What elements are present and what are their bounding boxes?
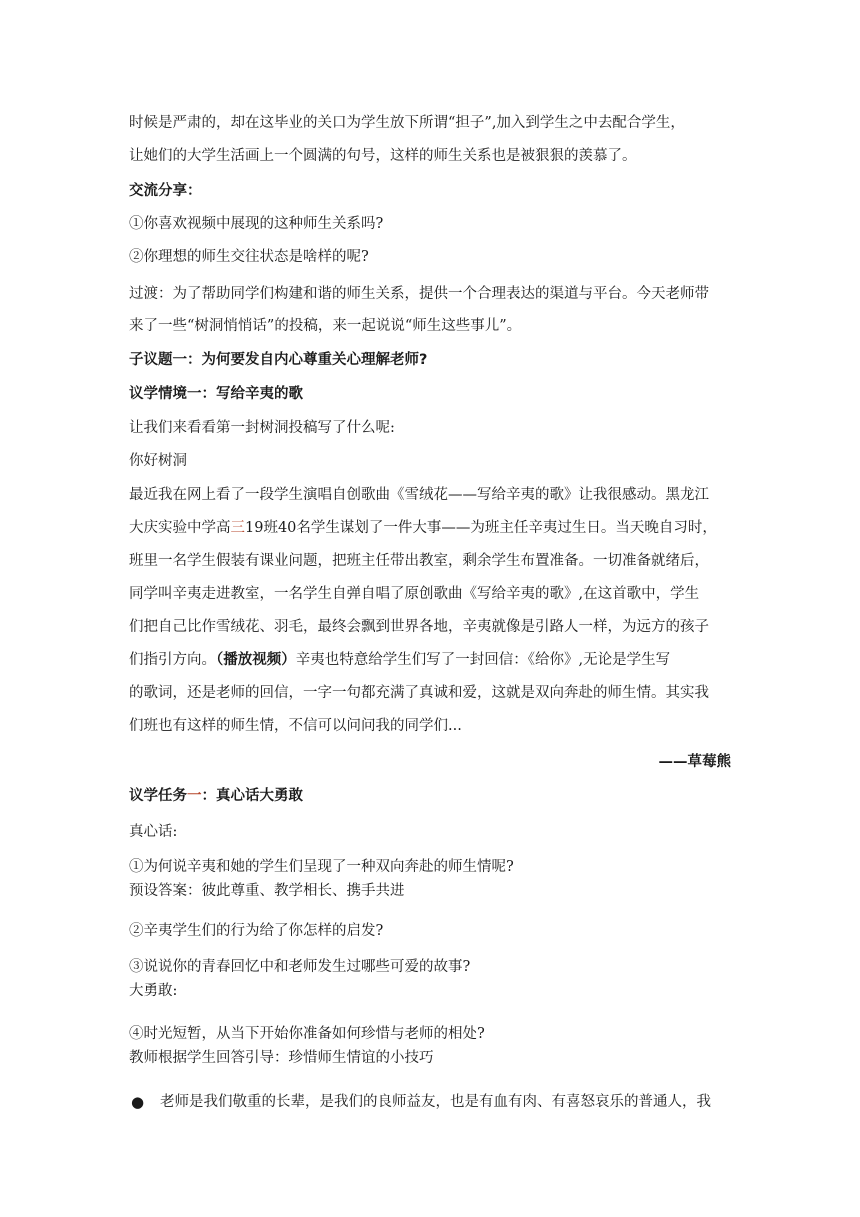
section-heading: 交流分享： [129,183,202,199]
text-run: 议学任务 [129,788,187,804]
question-item: ②你理想的师生交往状态是啥样的呢? [129,249,369,265]
question-item: ①为何说辛夷和她的学生们呈现了一种双向奔赴的师生情呢? [129,859,514,875]
body-line: 班里一名学生假装有课业问题，把班主任带出教室，剩余学生布置准备。一切准备就绪后， [129,553,709,569]
question-item: ①你喜欢视频中展现的这种师生关系吗? [129,216,384,232]
highlighted-text: 一 [187,788,202,804]
body-line: 过渡：为了帮助同学们构建和谐的师生关系，提供一个合理表达的渠道与平台。今天老师带 [129,286,709,302]
situation-heading: 议学情境一：写给辛夷的歌 [129,386,303,402]
task-heading [129,786,731,806]
answer-text: 预设答案：彼此尊重、教学相长、携手共进 [129,883,405,899]
question-item: ②辛夷学生们的行为给了你怎样的启发? [129,923,384,939]
bold-text: （播放视频） [216,652,296,668]
body-line: 你好树洞 [129,453,187,469]
text-run: 辛夷也特意给学生们写了一封回信：《给你》,无论是学生写 [295,652,671,668]
body-line: 们班也有这样的师生情，不信可以问问我的同学们... [129,718,462,734]
signature: ——草莓熊 [658,754,731,770]
body-line [129,518,731,538]
guide-text: 教师根据学生回答引导：珍惜师生情谊的小技巧 [129,1050,434,1066]
body-line: 让她们的大学生活画上一个圆满的句号，这样的师生关系也是被狠狠的羡慕了。 [129,148,637,164]
body-line: 让我们来看看第一封树洞投稿写了什么呢: [129,420,395,436]
body-line: 来了一些“树洞悄悄话”的投稿，来一起说说“师生这些事儿”。 [129,318,522,334]
text-run: 19班40名学生谋划了一件大事——为班主任辛夷过生日。当天晚自习时， [245,520,717,536]
body-line: 的歌词，还是老师的回信，一字一句都充满了真诚和爱，这就是双向奔赴的师生情。其实我 [129,685,709,701]
text-run: 们指引方向。 [129,652,216,668]
body-line: 最近我在网上看了一段学生演唱自创歌曲《雪绒花——写给辛夷的歌》让我很感动。黑龙江 [129,487,709,503]
question-item: ④时光短暂，从当下开始你准备如何珍惜与老师的相处? [129,1026,485,1042]
body-line: 时候是严肃的，却在这毕业的关口为学生放下所谓“担子”,加入到学生之中去配合学生， [129,115,685,131]
bullet-icon: ● [131,1093,145,1111]
text-run: ：真心话大勇敢 [201,788,303,804]
bullet-item: 老师是我们敬重的长辈，是我们的良师益友，也是有血有肉、有喜怒哀乐的普通人，我 [160,1094,711,1110]
label-text: 真心话: [129,824,178,840]
text-run: 大庆实验中学高 [129,520,231,536]
highlighted-text: 三 [230,520,245,536]
body-line: 们把自己比作雪绒花、羽毛，最终会飘到世界各地，辛夷就像是引路人一样，为远方的孩子 [129,619,709,635]
body-line [129,650,731,670]
label-text: 大勇敢: [129,983,178,999]
sub-topic-heading: 子议题一：为何要发自内心尊重关心理解老师? [129,352,428,368]
body-line: 同学叫辛夷走进教室，一名学生自弹自唱了原创歌曲《写给辛夷的歌》,在这首歌中，学生 [129,586,700,602]
question-item: ③说说你的青春回忆中和老师发生过哪些可爱的故事? [129,959,471,975]
